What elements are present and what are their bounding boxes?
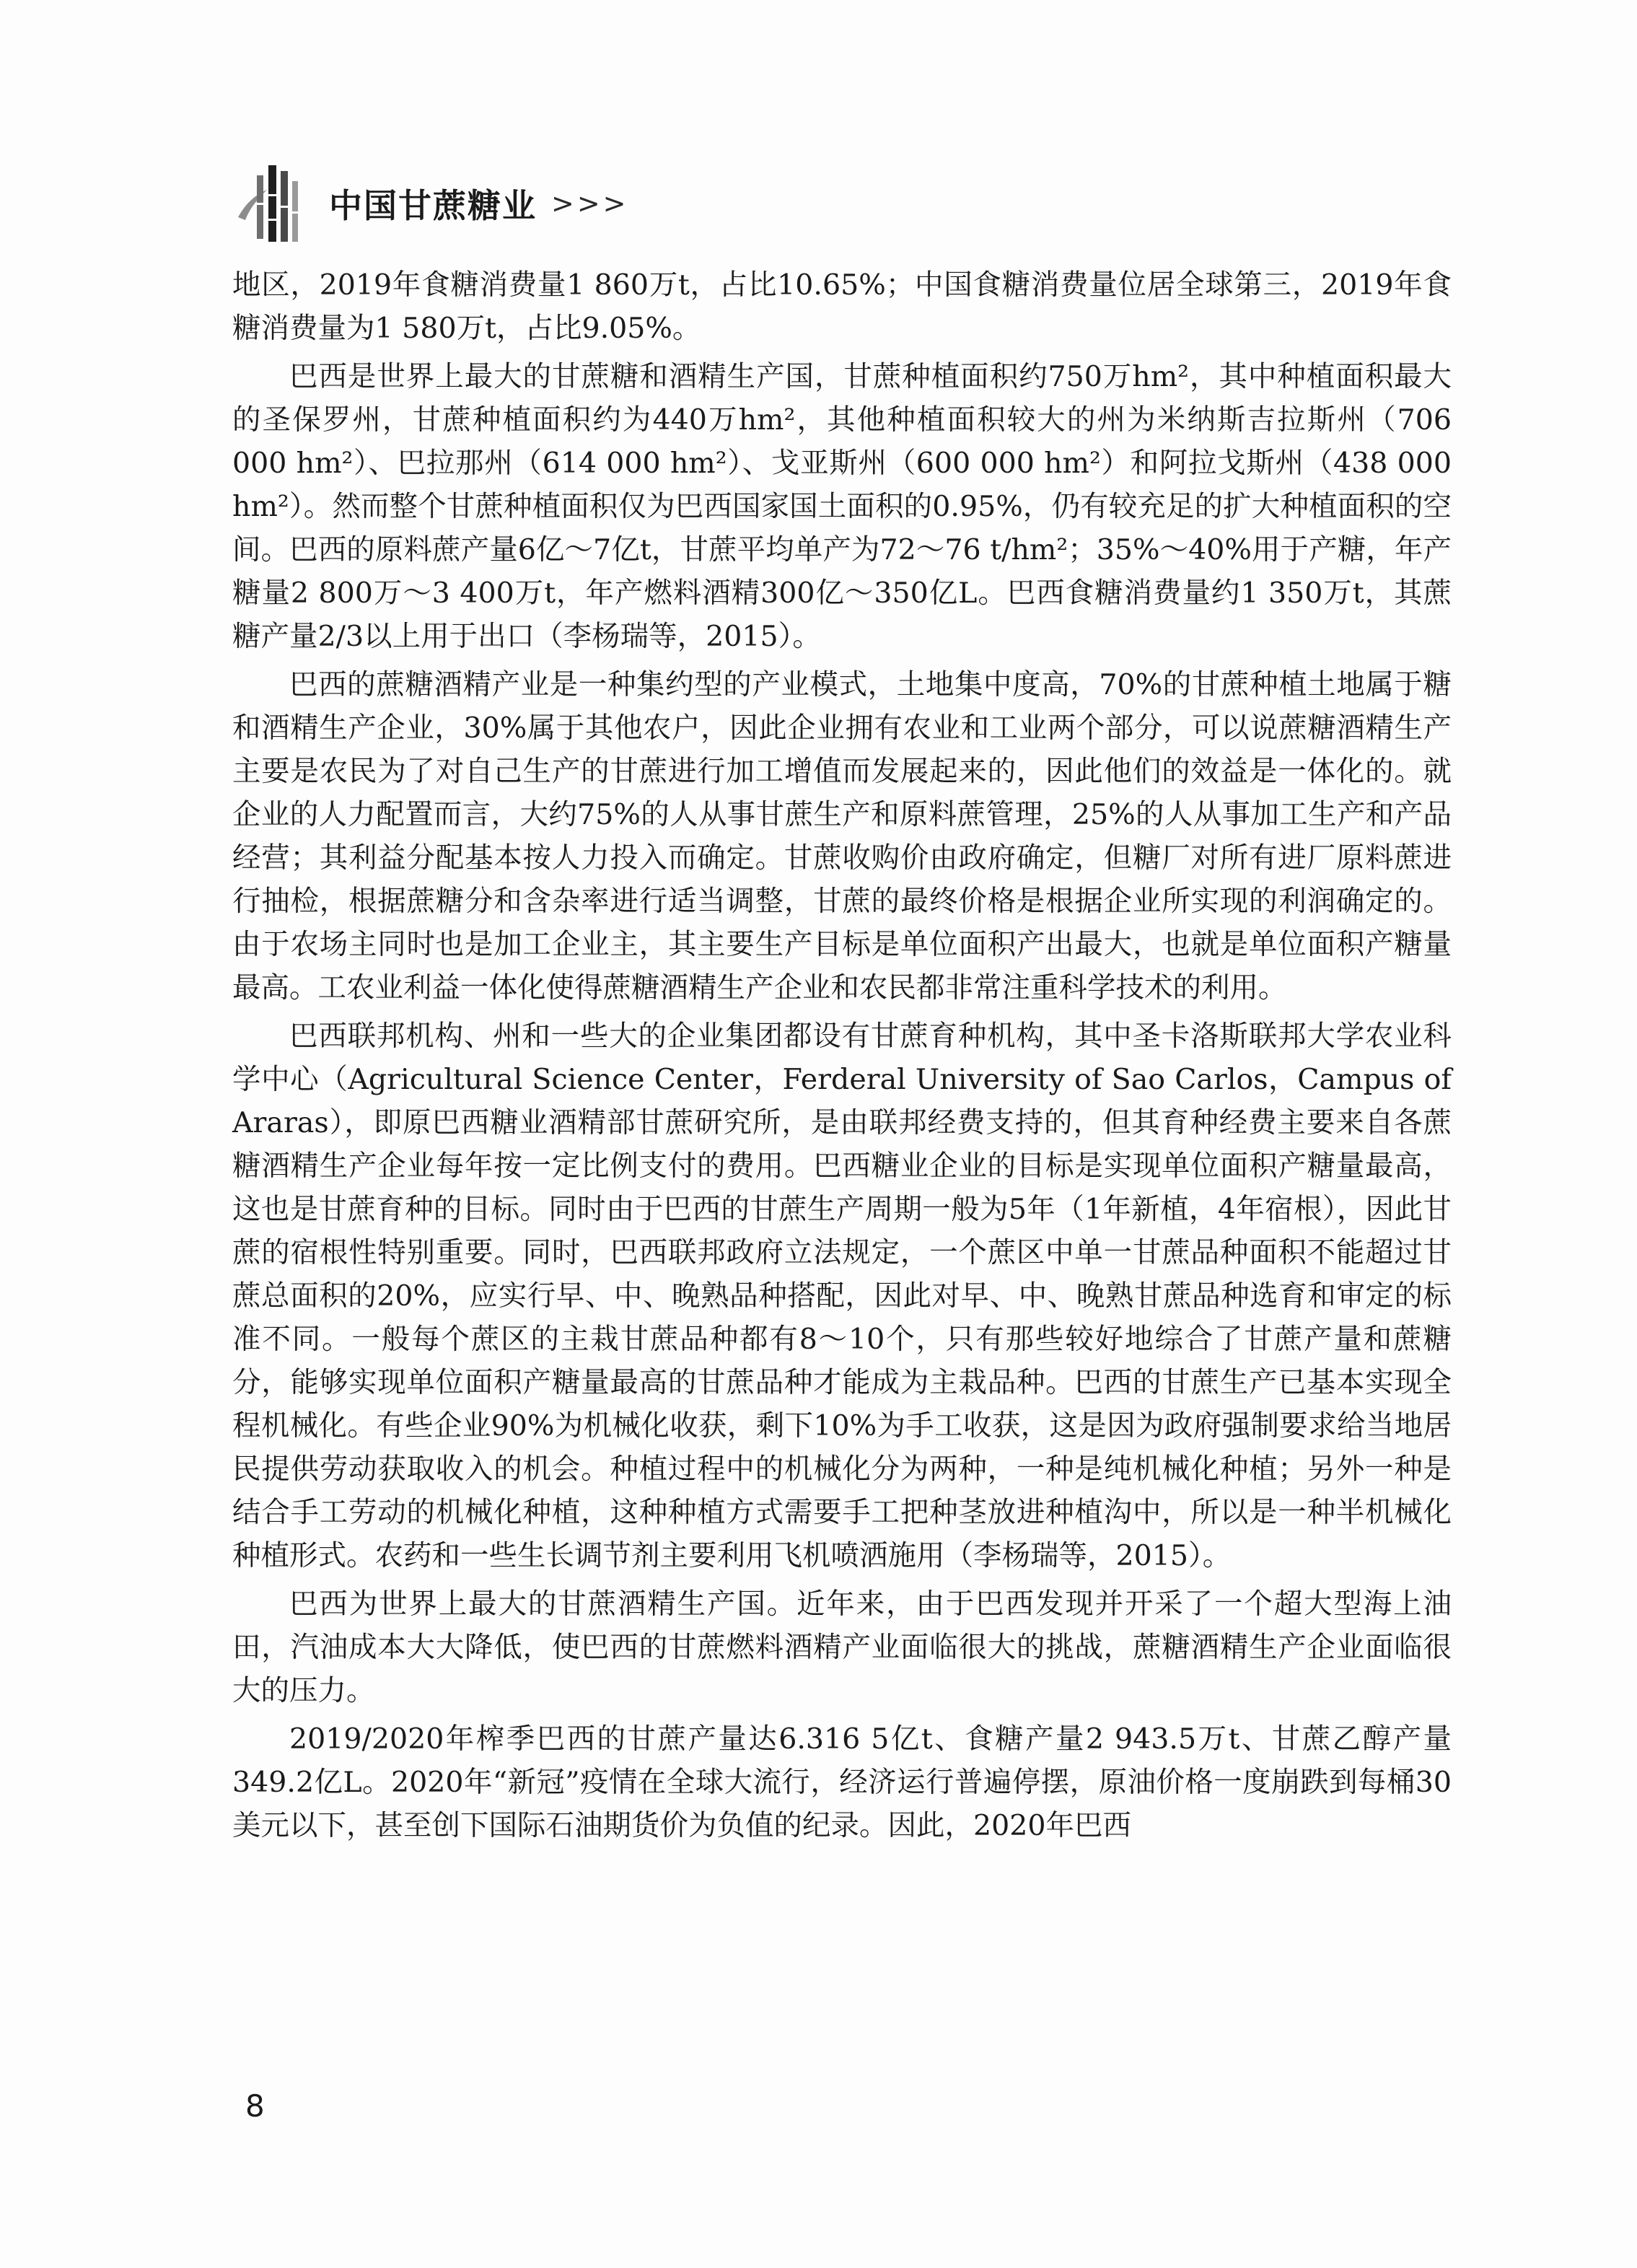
book-series-title: 中国甘蔗糖业 [329,186,537,225]
running-header [232,160,629,247]
body-text [232,263,1452,1852]
paragraph: 巴西联邦机构、州和一些大的企业集团都设有甘蔗育种机构，其中圣卡洛斯联邦大学农业科学中心（Agricultural Science Center，Ferderal University of Sao Carlos，Campus of Araras），即原巴西糖业酒精部甘蔗研究所，是由联邦经费支持的，但其育种经费主要来自各蔗糖酒精生产企业每年按一定比例支付的费用。巴西糖业企业的目标是实现单位面积产糖量最高，这也是甘蔗育种的目标。同时由于巴西的甘蔗生产周期一般为5年（1年新植，4年宿根），因此甘蔗的宿根性特别重要。同时，巴西联邦政府立法规定，一个蔗区中单一甘蔗品种面积不能超过甘蔗总面积的20%，应实行早、中、晚熟品种搭配，因此对早、中、晚熟甘蔗品种选育和审定的标准不同。一般每个蔗区的主栽甘蔗品种都有8～10个，只有那些较好地综合了甘蔗产量和蔗糖分，能够实现单位面积产糖量最高的甘蔗品种才能成为主栽品种。巴西的甘蔗生产已基本实现全程机械化。有些企业90%为机械化收获，剩下10%为手工收获，这是因为政府强制要求给当地居民提供劳动获取收入的机会。种植过程中的机械化分为两种，一种是纯机械化种植；另外一种是结合手工劳动的机械化种植，这种种植方式需要手工把种茎放进种植沟中，所以是一种半机械化种植形式。农药和一些生长调节剂主要利用飞机喷洒施用（李杨瑞等，2015）。 [232,1020,1452,1572]
page-number: 8 [245,2088,265,2124]
sugarcane-logo-icon [232,161,313,246]
paragraph: 巴西是世界上最大的甘蔗糖和酒精生产国，甘蔗种植面积约750万hm²，其中种植面积最大的圣保罗州，甘蔗种植面积约为440万hm²，其他种植面积较大的州为米纳斯吉拉斯州（706 000 hm²）、巴拉那州（614 000 hm²）、戈亚斯州（600 000 hm²）和阿拉戈斯州（438 000 hm²）。然而整个甘蔗种植面积仅为巴西国家国土面积的0.95%，仍有较充足的扩大种植面积的空间。巴西的原料蔗产量6亿～7亿t，甘蔗平均单产为72～76 t/hm²；35%～40%用于产糖，年产糖量2 800万～3 400万t，年产燃料酒精300亿～350亿L。巴西食糖消费量约1 350万t，其蔗糖产量2/3以上用于出口（李杨瑞等，2015）。 [232,360,1452,653]
chevron-arrows-icon: >>> [551,188,629,219]
paragraph: 巴西为世界上最大的甘蔗酒精生产国。近年来，由于巴西发现并开采了一个超大型海上油田，汽油成本大大降低，使巴西的甘蔗燃料酒精产业面临很大的挑战，蔗糖酒精生产企业面临很大的压力。 [232,1588,1452,1707]
paragraph: 2019/2020年榨季巴西的甘蔗产量达6.316 5亿t、食糖产量2 943.5万t、甘蔗乙醇产量349.2亿L。2020年“新冠”疫情在全球大流行，经济运行普遍停摆，原油价格一度崩跌到每桶30美元以下，甚至创下国际石油期货价为负值的纪录。因此，2020年巴西 [232,1722,1452,1842]
paragraph: 地区，2019年食糖消费量1 860万t，占比10.65%；中国食糖消费量位居全球第三，2019年食糖消费量为1 580万t，占比9.05%。 [232,268,1452,345]
paragraph: 巴西的蔗糖酒精产业是一种集约型的产业模式，土地集中度高，70%的甘蔗种植土地属于糖和酒精生产企业，30%属于其他农户，因此企业拥有农业和工业两个部分，可以说蔗糖酒精生产主要是农民为了对自己生产的甘蔗进行加工增值而发展起来的，因此他们的效益是一体化的。就企业的人力配置而言，大约75%的人从事甘蔗生产和原料蔗管理，25%的人从事加工生产和产品经营；其利益分配基本按人力投入而确定。甘蔗收购价由政府确定，但糖厂对所有进厂原料蔗进行抽检，根据蔗糖分和含杂率进行适当调整，甘蔗的最终价格是根据企业所实现的利润确定的。由于农场主同时也是加工企业主，其主要生产目标是单位面积产出最大，也就是单位面积产糖量最高。工农业利益一体化使得蔗糖酒精生产企业和农民都非常注重科学技术的利用。 [232,668,1452,1004]
